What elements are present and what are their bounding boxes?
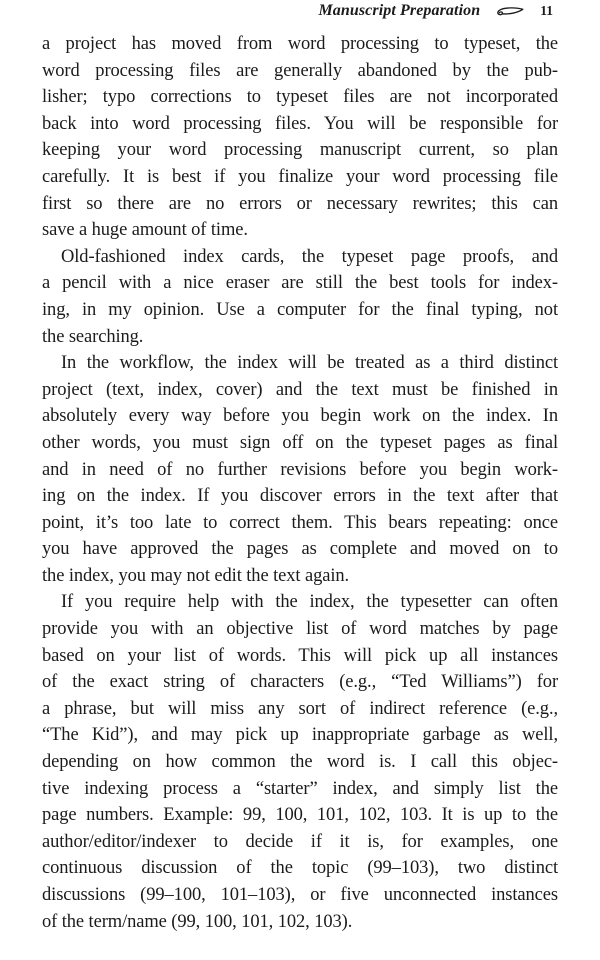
running-header-title: Manuscript Preparation [318, 2, 481, 19]
paragraph [42, 350, 558, 589]
text-line: absolutely every way before you begin work on the index. In [42, 406, 558, 427]
text-line: of the term/name (99, 100, 101, 102, 103). [42, 911, 353, 932]
text-line: keeping your word processing manuscript current, so plan [42, 140, 558, 161]
text-line: the index, you may not edit the text again. [42, 565, 350, 586]
text-line: a project has moved from word processing to typeset, the [42, 34, 558, 54]
text-line: provide you with an objective list of word matches by page [42, 619, 558, 640]
text-line: first so there are no errors or necessary rewrites; this can [42, 193, 558, 214]
text-line: “The Kid”), and may pick up inappropriate garbage as well, [42, 725, 558, 746]
body-text [42, 31, 558, 935]
text-line: and in need of no further revisions before you begin work- [42, 459, 558, 480]
text-line: author/editor/indexer to decide if it is, for examples, one [42, 831, 558, 852]
text-line: you have approved the pages as complete and moved on to [42, 539, 558, 560]
text-line: the searching. [42, 326, 144, 347]
text-line: In the workflow, the index will be treated as a third distinct [61, 353, 558, 374]
running-header [42, 2, 553, 22]
text-line: page numbers. Example: 99, 100, 101, 102, 103. It is up to the [42, 805, 558, 826]
text-line: depending on how common the word is. I call this objec- [42, 752, 558, 773]
text-line: ing, in my opinion. Use a computer for the final typing, not [42, 299, 558, 320]
paragraph [42, 244, 558, 350]
text-line: project (text, index, cover) and the text must be finished in [42, 379, 558, 400]
text-line: based on your list of words. This will pick up all instances [42, 645, 558, 666]
text-line: tive indexing process a “starter” index, and simply list the [42, 778, 558, 799]
text-line: of the exact string of characters (e.g., “Ted Williams”) for [42, 672, 558, 693]
paragraph [42, 31, 558, 244]
text-line: discussions (99–100, 101–103), or five unconnected instances [42, 885, 558, 905]
text-line: continuous discussion of the topic (99–103), two distinct [42, 858, 558, 879]
text-line: other words, you must sign off on the typeset pages as final [42, 432, 558, 453]
text-line: point, it’s too late to correct them. This bears repeating: once [42, 512, 558, 533]
page-number: 11 [540, 3, 553, 18]
text-line: If you require help with the index, the typesetter can often [61, 592, 558, 613]
section-swash-icon [495, 5, 525, 23]
text-line: a pencil with a nice eraser are still the best tools for index- [42, 273, 558, 294]
text-line: carefully. It is best if you finalize your word processing file [42, 166, 558, 187]
text-line: Old-fashioned index cards, the typeset page proofs, and [61, 246, 558, 267]
text-line: save a huge amount of time. [42, 220, 248, 241]
paragraph [42, 589, 558, 935]
text-line: ing on the index. If you discover errors in the text after that [42, 486, 558, 507]
text-line: a phrase, but will miss any sort of indirect reference (e.g., [42, 698, 558, 719]
text-line: lisher; typo corrections to typeset files are not incorporated [42, 87, 558, 108]
text-line: word processing files are generally abandoned by the pub- [42, 60, 558, 81]
text-line: back into word processing files. You will be responsible for [42, 113, 558, 134]
